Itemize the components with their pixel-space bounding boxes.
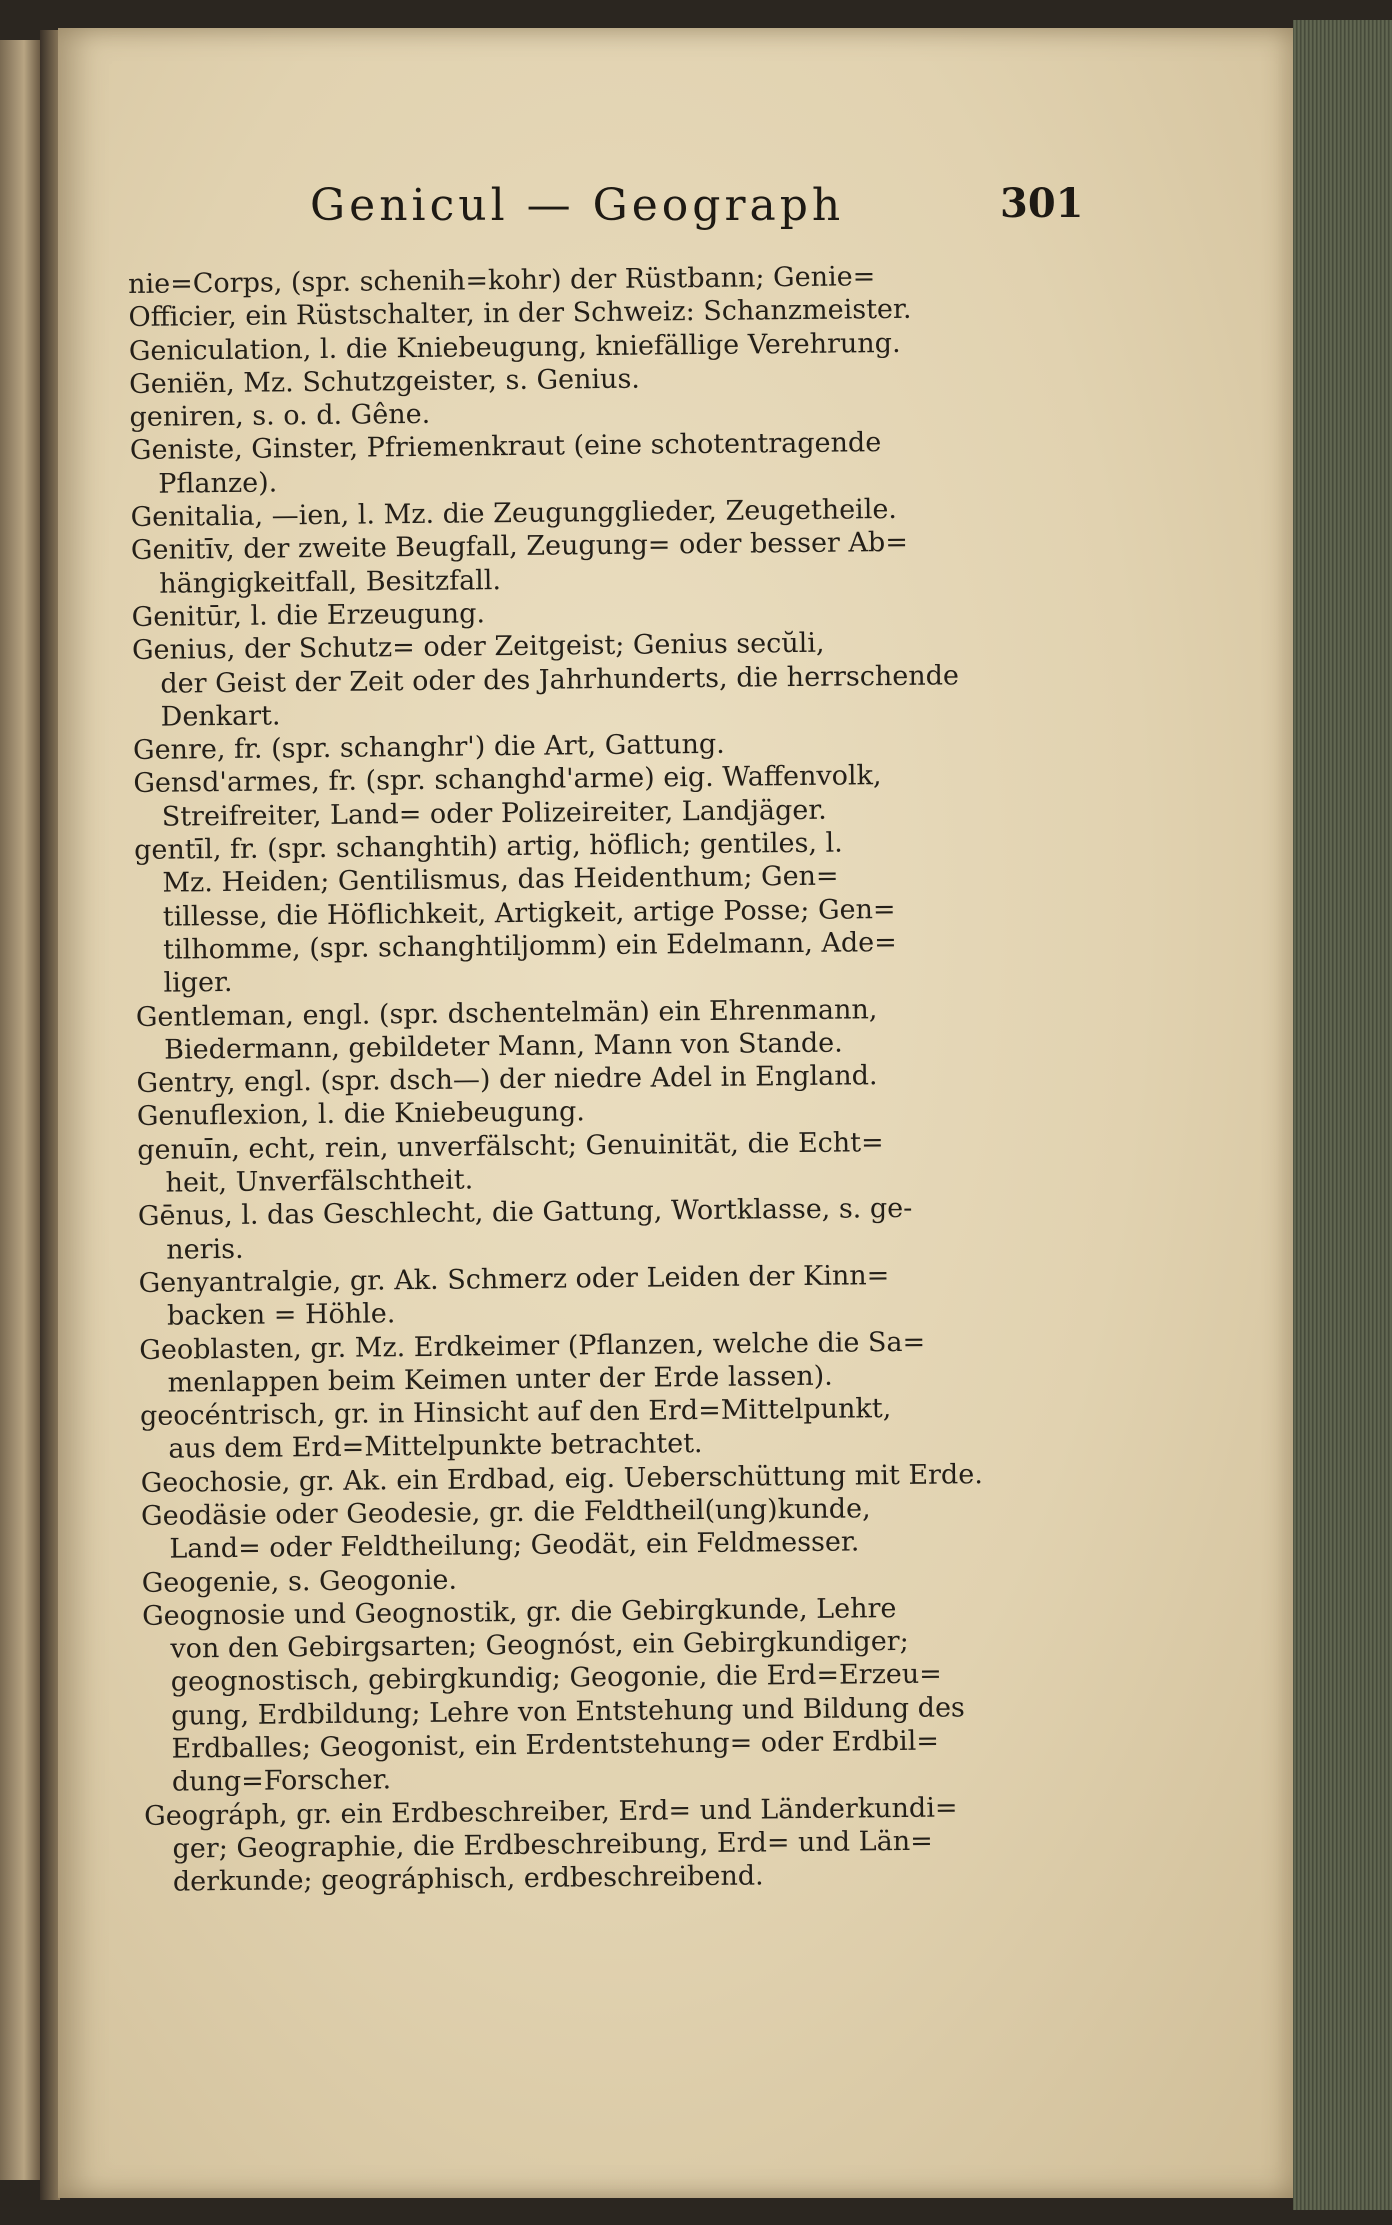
text-line: Gentleman, engl. (spr. dschentelmän) ein Ehrenmann, [135, 993, 878, 1033]
text-line: geognostisch, gebirgkundig; Geogonie, die Erd=Erzeu= [170, 1659, 942, 1699]
text-line: Genitūr, l. die Erzeugung. [131, 598, 486, 633]
text-line: Genuflexion, l. die Kniebeugung. [136, 1096, 586, 1133]
text-line: nie=Corps, (spr. schenih=kohr) der Rüstbann; Genie= [128, 261, 876, 300]
running-head [310, 180, 1090, 240]
dictionary-entries [128, 258, 1105, 1900]
left-page-edge [0, 40, 40, 2180]
text-line: tilhomme, (spr. schanghtiljomm) ein Edelmann, Ade= [162, 926, 897, 966]
text-line: menlappen beim Keimen unter der Erde lassen). [167, 1360, 833, 1399]
text-line: geocéntrisch, gr. in Hinsicht auf den Erd=Mittelpunkt, [139, 1393, 892, 1433]
text-line: Genitalia, —ien, l. Mz. die Zeugungglieder, Zeugetheile. [130, 494, 898, 534]
text-line: Biedermann, gebildeter Mann, Mann von Stande. [164, 1027, 843, 1066]
text-line: gung, Erdbildung; Lehre von Entstehung und Bildung des [171, 1692, 966, 1732]
text-line: Gensd'armes, fr. (spr. schanghd'arme) eig. Waffenvolk, [133, 760, 882, 800]
text-line: Genyantralgie, gr. Ak. Schmerz oder Leiden der Kinn= [138, 1259, 890, 1299]
text-line: Geográph, gr. ein Erdbeschreiber, Erd= und Länderkundi= [144, 1792, 958, 1832]
text-line: von den Gebirgsarten; Geognóst, ein Gebirgkundiger; [170, 1626, 909, 1665]
text-line: derkunde; geográphisch, erdbeschreibend. [172, 1860, 764, 1898]
text-line: Denkart. [160, 700, 281, 733]
text-line: Mz. Heiden; Gentilismus, das Heidenthum; Gen= [162, 860, 839, 900]
text-line: Pflanze). [158, 467, 278, 500]
text-line: Genitīv, der zweite Beugfall, Zeugung= oder besser Ab= [130, 527, 909, 567]
book-gutter [40, 30, 60, 2200]
text-line: neris. [166, 1233, 244, 1266]
text-line: Gēnus, l. das Geschlecht, die Gattung, Wortklasse, s. ge- [137, 1193, 913, 1233]
text-line: hängigkeitfall, Besitzfall. [159, 564, 502, 600]
text-line: Gentry, engl. (spr. dsch—) der niedre Adel in England. [136, 1060, 878, 1100]
text-line: Geogenie, s. Geogonie. [141, 1564, 458, 1599]
text-line: dung=Forscher. [171, 1764, 392, 1798]
page-edges [1293, 20, 1392, 2210]
text-line: heit, Unverfälschtheit. [165, 1164, 474, 1199]
text-line: Streifreiter, Land= oder Polizeireiter, Landjäger. [161, 794, 827, 833]
text-line: Land= oder Feldtheilung; Geodät, ein Feldmesser. [169, 1526, 860, 1565]
text-line: Geodäsie oder Geodesie, gr. die Feldtheil(ung)kunde, [140, 1493, 871, 1532]
text-line: ger; Geographie, die Erdbeschreibung, Erd= und Län= [172, 1825, 933, 1865]
text-line: tillesse, die Höflichkeit, Artigkeit, artige Posse; Gen= [162, 893, 896, 933]
text-line: Genius, der Schutz= oder Zeitgeist; Genius secŭli, [131, 627, 825, 667]
text-line: Geniste, Ginster, Pfriemenkraut (eine schotentragende [129, 427, 882, 467]
text-line: aus dem Erd=Mittelpunkte betrachtet. [168, 1428, 703, 1466]
text-line: Geniculation, l. die Kniebeugung, kniefällige Verehrung. [128, 327, 901, 367]
text-line: backen = Höhle. [166, 1298, 396, 1332]
text-line: geniren, s. o. d. Gêne. [129, 399, 431, 434]
text-line: Erdballes; Geogonist, ein Erdentstehung= oder Erdbil= [171, 1725, 940, 1765]
text-line: Geochosie, gr. Ak. ein Erdbad, eig. Ueberschüttung mit Erde. [140, 1458, 983, 1499]
text-line: Geognosie und Geognostik, gr. die Gebirgkunde, Lehre [141, 1592, 897, 1632]
text-line: Geoblasten, gr. Mz. Erdkeimer (Pflanzen, welche die Sa= [139, 1326, 926, 1366]
page-title: Genicul — Geograph [310, 180, 845, 231]
page-number: 301 [1000, 180, 1084, 227]
text-line: der Geist der Zeit oder des Jahrhunderts, die herrschende [160, 659, 960, 700]
text-line: Genre, fr. (spr. schanghr') die Art, Gattung. [132, 728, 725, 767]
text-line: genuīn, echt, rein, unverfälscht; Genuinität, die Echt= [137, 1126, 884, 1166]
text-line: Geniën, Mz. Schutzgeister, s. Genius. [129, 363, 641, 400]
text-line: Officier, ein Rüstschalter, in der Schweiz: Schanzmeister. [128, 294, 912, 334]
text-line: gentīl, fr. (spr. schanghtih) artig, höflich; gentiles, l. [133, 827, 843, 867]
text-line: liger. [163, 967, 233, 999]
